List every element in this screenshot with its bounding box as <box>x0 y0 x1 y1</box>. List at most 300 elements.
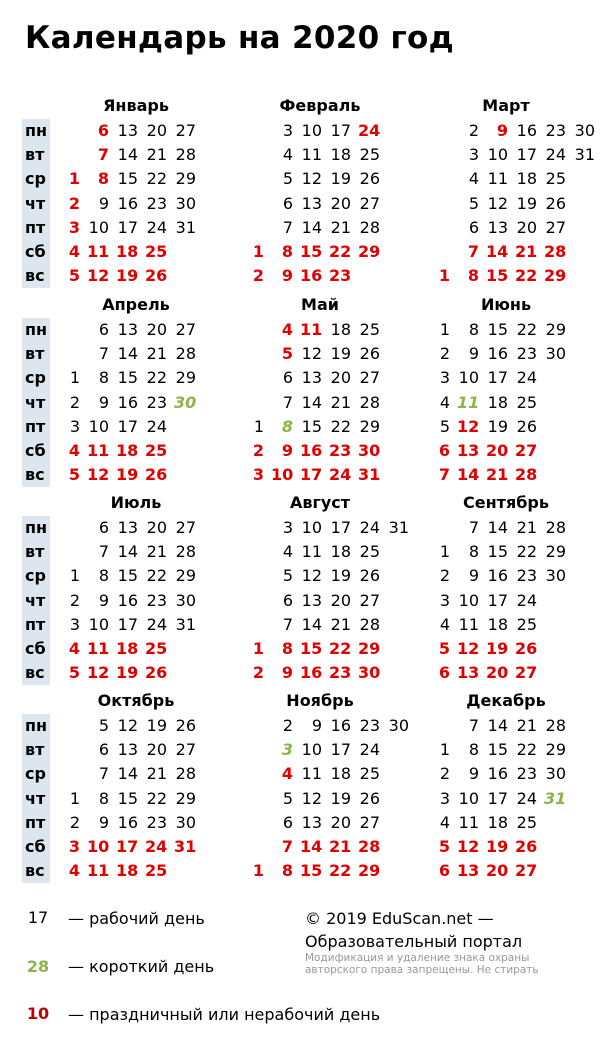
day-cell: 17 <box>487 590 508 610</box>
day-cell: 1 <box>69 368 80 388</box>
day-cell: 14 <box>487 716 508 735</box>
day-cell: 17 <box>330 740 351 760</box>
day-cell: 24 <box>359 740 380 760</box>
day-cell: 30 <box>545 764 566 784</box>
day-cell: 27 <box>175 518 196 537</box>
weekday-label: вс <box>25 663 45 683</box>
day-cell: 29 <box>544 266 567 286</box>
day-cell: 25 <box>516 392 537 412</box>
day-cell: 25 <box>516 614 537 634</box>
day-cell: 31 <box>574 145 595 165</box>
day-cell: 23 <box>359 716 380 735</box>
weekday-label: пн <box>25 320 48 339</box>
day-cell: 23 <box>516 764 537 784</box>
day-cell: 19 <box>116 266 139 286</box>
day-cell: 3 <box>69 416 80 436</box>
day-cell: 16 <box>117 392 138 412</box>
day-cell: 30 <box>358 441 381 460</box>
day-cell: 4 <box>281 764 293 784</box>
day-cell: 20 <box>486 441 509 460</box>
day-cell: 13 <box>117 320 138 339</box>
day-cell: 6 <box>97 121 109 140</box>
day-cell: 13 <box>457 663 480 683</box>
day-cell: 2 <box>68 193 80 213</box>
day-cell: 21 <box>516 518 537 537</box>
day-cell: 6 <box>438 663 450 683</box>
day-cell: 27 <box>515 861 538 881</box>
day-cell: 18 <box>116 242 139 261</box>
day-cell: 14 <box>117 542 138 562</box>
day-cell: 26 <box>145 266 168 286</box>
day-cell: 28 <box>544 242 567 261</box>
day-cell: 4 <box>439 614 450 634</box>
day-cell: 24 <box>146 217 167 237</box>
weekday-label: вс <box>25 861 45 881</box>
day-cell: 9 <box>311 716 322 735</box>
month-name: Май <box>301 295 339 314</box>
day-cell: 12 <box>87 663 110 683</box>
day-cell: 28 <box>515 465 538 485</box>
day-cell: 21 <box>146 764 167 784</box>
day-cell: 22 <box>146 169 167 189</box>
day-cell: 16 <box>487 344 508 364</box>
day-cell: 27 <box>359 812 380 832</box>
day-cell: 13 <box>487 217 508 237</box>
day-cell: 24 <box>146 416 167 436</box>
day-cell: 28 <box>175 344 196 364</box>
day-cell: 11 <box>457 392 480 412</box>
day-cell: 27 <box>175 320 196 339</box>
day-cell: 3 <box>68 217 80 237</box>
day-cell: 20 <box>486 861 509 881</box>
day-cell: 5 <box>438 639 450 658</box>
day-cell: 7 <box>98 764 109 784</box>
day-cell: 28 <box>359 392 380 412</box>
day-cell: 20 <box>516 217 537 237</box>
day-cell: 26 <box>359 566 380 586</box>
day-cell: 20 <box>146 121 167 140</box>
day-cell: 5 <box>68 266 80 286</box>
day-cell: 30 <box>388 716 409 735</box>
day-cell: 13 <box>301 812 322 832</box>
day-cell: 21 <box>146 344 167 364</box>
day-cell: 19 <box>146 716 167 735</box>
day-cell: 4 <box>439 812 450 832</box>
day-cell: 6 <box>282 368 293 388</box>
day-cell: 8 <box>281 416 293 436</box>
day-cell: 2 <box>439 344 450 364</box>
day-cell: 23 <box>516 566 537 586</box>
day-cell: 18 <box>487 392 508 412</box>
day-cell: 18 <box>116 861 139 881</box>
day-cell: 27 <box>515 663 538 683</box>
day-cell: 1 <box>439 320 450 339</box>
day-cell: 23 <box>146 812 167 832</box>
day-cell: 4 <box>468 169 479 189</box>
day-cell: 17 <box>487 368 508 388</box>
day-cell: 7 <box>98 542 109 562</box>
day-cell: 31 <box>358 465 381 485</box>
day-cell: 6 <box>438 861 450 881</box>
day-cell: 24 <box>146 614 167 634</box>
day-cell: 3 <box>468 145 479 165</box>
day-cell: 22 <box>516 542 537 562</box>
day-cell: 9 <box>281 663 293 683</box>
day-cell: 20 <box>330 590 351 610</box>
month-name: Октябрь <box>97 691 175 710</box>
day-cell: 2 <box>69 590 80 610</box>
day-cell: 12 <box>487 193 508 213</box>
day-cell: 10 <box>301 518 322 537</box>
day-cell: 25 <box>359 320 380 339</box>
weekday-label: ср <box>25 566 46 586</box>
day-cell: 1 <box>439 740 450 760</box>
day-cell: 10 <box>87 837 110 856</box>
day-cell: 15 <box>487 320 508 339</box>
day-cell: 11 <box>458 812 479 832</box>
day-cell: 29 <box>358 639 381 658</box>
weekday-label: сб <box>25 242 46 261</box>
copyright-note <box>305 952 539 976</box>
day-cell: 22 <box>516 740 537 760</box>
day-cell: 14 <box>486 242 509 261</box>
day-cell: 17 <box>330 121 351 140</box>
day-cell: 11 <box>87 441 110 460</box>
day-cell: 22 <box>329 861 352 881</box>
copyright-line: © 2019 EduScan.net — <box>305 909 494 928</box>
day-cell: 27 <box>175 121 196 140</box>
day-cell: 11 <box>301 145 322 165</box>
day-cell: 2 <box>69 392 80 412</box>
day-cell: 21 <box>329 837 352 856</box>
day-cell: 10 <box>487 145 508 165</box>
day-cell: 26 <box>359 788 380 808</box>
month-name: Декабрь <box>466 691 546 710</box>
day-cell: 17 <box>116 837 139 856</box>
weekday-label: вт <box>25 740 45 760</box>
day-cell: 8 <box>98 788 109 808</box>
day-cell: 11 <box>87 242 110 261</box>
month-name: Февраль <box>279 96 361 115</box>
day-cell: 17 <box>117 416 138 436</box>
day-cell: 8 <box>98 566 109 586</box>
day-cell: 8 <box>281 242 293 261</box>
day-cell: 16 <box>117 590 138 610</box>
day-cell: 2 <box>468 121 479 140</box>
day-cell: 13 <box>301 193 322 213</box>
day-cell: 14 <box>117 145 138 165</box>
day-cell: 23 <box>146 392 167 412</box>
day-cell: 25 <box>145 639 168 658</box>
day-cell: 3 <box>69 614 80 634</box>
day-cell: 22 <box>146 788 167 808</box>
day-cell: 3 <box>439 788 450 808</box>
day-cell: 15 <box>300 861 323 881</box>
day-cell: 17 <box>516 145 537 165</box>
day-cell: 22 <box>329 639 352 658</box>
day-cell: 30 <box>545 344 566 364</box>
day-cell: 23 <box>146 590 167 610</box>
day-cell: 15 <box>486 266 509 286</box>
day-cell: 11 <box>301 542 322 562</box>
day-cell: 13 <box>117 518 138 537</box>
day-cell: 9 <box>281 266 293 286</box>
day-cell: 25 <box>145 861 168 881</box>
weekday-label: вт <box>25 145 45 165</box>
day-cell: 3 <box>68 837 80 856</box>
day-cell: 2 <box>252 266 264 286</box>
day-cell: 29 <box>545 320 566 339</box>
weekday-label: пн <box>25 518 48 537</box>
day-cell: 7 <box>468 716 479 735</box>
day-cell: 12 <box>457 416 480 436</box>
day-cell: 6 <box>282 193 293 213</box>
day-cell: 9 <box>98 812 109 832</box>
day-cell: 26 <box>545 193 566 213</box>
day-cell: 12 <box>457 639 480 658</box>
day-cell: 15 <box>487 740 508 760</box>
day-cell: 20 <box>146 740 167 760</box>
day-cell: 19 <box>486 639 509 658</box>
day-cell: 14 <box>117 764 138 784</box>
day-cell: 26 <box>515 837 538 856</box>
day-cell: 24 <box>516 788 537 808</box>
day-cell: 13 <box>301 368 322 388</box>
day-cell: 19 <box>486 837 509 856</box>
day-cell: 5 <box>68 465 80 485</box>
day-cell: 30 <box>545 566 566 586</box>
day-cell: 16 <box>487 566 508 586</box>
day-cell: 13 <box>457 441 480 460</box>
month-name: Ноябрь <box>286 691 354 710</box>
weekday-label: ср <box>25 169 46 189</box>
day-cell: 28 <box>545 716 566 735</box>
day-cell: 1 <box>252 861 264 881</box>
day-cell: 2 <box>282 716 293 735</box>
day-cell: 28 <box>359 614 380 634</box>
day-cell: 7 <box>282 217 293 237</box>
day-cell: 24 <box>358 121 381 140</box>
weekday-label: чт <box>25 193 46 213</box>
day-cell: 1 <box>253 416 264 436</box>
day-cell: 29 <box>175 368 196 388</box>
weekday-label: вс <box>25 266 45 286</box>
day-cell: 23 <box>516 344 537 364</box>
day-cell: 5 <box>468 193 479 213</box>
day-cell: 12 <box>117 716 138 735</box>
day-cell: 1 <box>438 266 450 286</box>
day-cell: 14 <box>457 465 480 485</box>
month-name: Январь <box>103 96 169 115</box>
day-cell: 8 <box>467 266 479 286</box>
day-cell: 10 <box>301 740 322 760</box>
weekday-label: пт <box>25 614 46 634</box>
day-cell: 24 <box>145 837 168 856</box>
day-cell: 28 <box>358 837 381 856</box>
day-cell: 26 <box>515 639 538 658</box>
day-cell: 14 <box>301 217 322 237</box>
day-cell: 28 <box>175 145 196 165</box>
day-cell: 10 <box>458 368 479 388</box>
day-cell: 18 <box>487 614 508 634</box>
day-cell: 21 <box>330 392 351 412</box>
day-cell: 23 <box>329 441 352 460</box>
day-cell: 24 <box>516 590 537 610</box>
day-cell: 13 <box>301 590 322 610</box>
day-cell: 21 <box>146 542 167 562</box>
day-cell: 29 <box>545 542 566 562</box>
day-cell: 31 <box>544 788 567 808</box>
day-cell: 21 <box>330 217 351 237</box>
day-cell: 2 <box>69 812 80 832</box>
day-cell: 10 <box>88 217 109 237</box>
day-cell: 25 <box>145 441 168 460</box>
day-cell: 12 <box>87 266 110 286</box>
day-cell: 7 <box>97 145 109 165</box>
weekday-label: ср <box>25 368 46 388</box>
weekday-label: вт <box>25 344 45 364</box>
day-cell: 31 <box>388 518 409 537</box>
day-cell: 14 <box>300 837 323 856</box>
day-cell: 9 <box>496 121 508 140</box>
day-cell: 10 <box>271 465 294 485</box>
day-cell: 20 <box>330 368 351 388</box>
day-cell: 9 <box>468 566 479 586</box>
day-cell: 23 <box>329 266 352 286</box>
weekday-label: чт <box>25 392 46 412</box>
day-cell: 3 <box>282 518 293 537</box>
day-cell: 9 <box>98 590 109 610</box>
day-cell: 31 <box>174 837 197 856</box>
day-cell: 5 <box>282 169 293 189</box>
day-cell: 4 <box>281 320 293 339</box>
day-cell: 15 <box>300 639 323 658</box>
day-cell: 16 <box>300 266 323 286</box>
weekday-label: вс <box>25 465 45 485</box>
day-cell: 28 <box>545 518 566 537</box>
day-cell: 29 <box>175 788 196 808</box>
day-cell: 30 <box>358 663 381 683</box>
day-cell: 22 <box>516 320 537 339</box>
day-cell: 20 <box>486 663 509 683</box>
day-cell: 26 <box>359 344 380 364</box>
day-cell: 7 <box>98 344 109 364</box>
day-cell: 17 <box>330 518 351 537</box>
day-cell: 31 <box>175 614 196 634</box>
day-cell: 8 <box>281 639 293 658</box>
weekday-label: пн <box>25 121 48 140</box>
day-cell: 9 <box>468 764 479 784</box>
day-cell: 3 <box>281 740 293 760</box>
day-cell: 2 <box>439 566 450 586</box>
day-cell: 29 <box>175 566 196 586</box>
day-cell: 12 <box>87 465 110 485</box>
day-cell: 19 <box>330 344 351 364</box>
day-cell: 7 <box>282 392 293 412</box>
weekday-label: пт <box>25 812 46 832</box>
month-name: Июнь <box>480 295 532 314</box>
legend-work-label: — рабочий день <box>68 909 205 928</box>
day-cell: 22 <box>330 416 351 436</box>
day-cell: 7 <box>282 614 293 634</box>
day-cell: 24 <box>545 145 566 165</box>
day-cell: 17 <box>117 614 138 634</box>
day-cell: 19 <box>330 788 351 808</box>
day-cell: 21 <box>486 465 509 485</box>
day-cell: 12 <box>301 566 322 586</box>
day-cell: 13 <box>457 861 480 881</box>
day-cell: 11 <box>300 320 323 339</box>
day-cell: 7 <box>281 837 293 856</box>
day-cell: 19 <box>330 169 351 189</box>
day-cell: 5 <box>98 716 109 735</box>
day-cell: 8 <box>281 861 293 881</box>
day-cell: 2 <box>439 764 450 784</box>
day-cell: 15 <box>301 416 322 436</box>
day-cell: 28 <box>175 542 196 562</box>
weekday-label: чт <box>25 788 46 808</box>
day-cell: 22 <box>329 242 352 261</box>
day-cell: 8 <box>468 740 479 760</box>
day-cell: 21 <box>330 614 351 634</box>
day-cell: 4 <box>68 242 80 261</box>
day-cell: 25 <box>145 242 168 261</box>
month-name: Апрель <box>102 295 170 314</box>
day-cell: 12 <box>301 788 322 808</box>
day-cell: 21 <box>515 242 538 261</box>
day-cell: 19 <box>330 566 351 586</box>
day-cell: 1 <box>69 788 80 808</box>
day-cell: 9 <box>98 392 109 412</box>
day-cell: 20 <box>330 812 351 832</box>
day-cell: 30 <box>175 193 196 213</box>
day-cell: 1 <box>252 639 264 658</box>
day-cell: 10 <box>458 788 479 808</box>
day-cell: 25 <box>359 764 380 784</box>
legend-short-label: — короткий день <box>68 957 215 976</box>
day-cell: 24 <box>359 518 380 537</box>
day-cell: 1 <box>68 169 80 189</box>
day-cell: 16 <box>330 716 351 735</box>
day-cell: 22 <box>146 368 167 388</box>
day-cell: 4 <box>68 861 80 881</box>
day-cell: 8 <box>468 320 479 339</box>
day-cell: 4 <box>439 392 450 412</box>
day-cell: 18 <box>330 320 351 339</box>
day-cell: 19 <box>116 465 139 485</box>
day-cell: 5 <box>281 344 293 364</box>
day-cell: 25 <box>545 169 566 189</box>
day-cell: 6 <box>282 812 293 832</box>
day-cell: 29 <box>358 861 381 881</box>
day-cell: 4 <box>68 639 80 658</box>
day-cell: 29 <box>545 740 566 760</box>
weekday-label: вт <box>25 542 45 562</box>
day-cell: 10 <box>458 590 479 610</box>
day-cell: 25 <box>359 145 380 165</box>
legend-short-sample: 28 <box>26 957 50 976</box>
day-cell: 23 <box>329 663 352 683</box>
day-cell: 20 <box>146 320 167 339</box>
day-cell: 19 <box>116 663 139 683</box>
day-cell: 17 <box>300 465 323 485</box>
day-cell: 6 <box>98 518 109 537</box>
day-cell: 7 <box>468 518 479 537</box>
day-cell: 22 <box>146 566 167 586</box>
day-cell: 16 <box>117 812 138 832</box>
day-cell: 26 <box>145 465 168 485</box>
copyright-note-line2: авторского права запрещены. Не стирать <box>305 964 539 976</box>
